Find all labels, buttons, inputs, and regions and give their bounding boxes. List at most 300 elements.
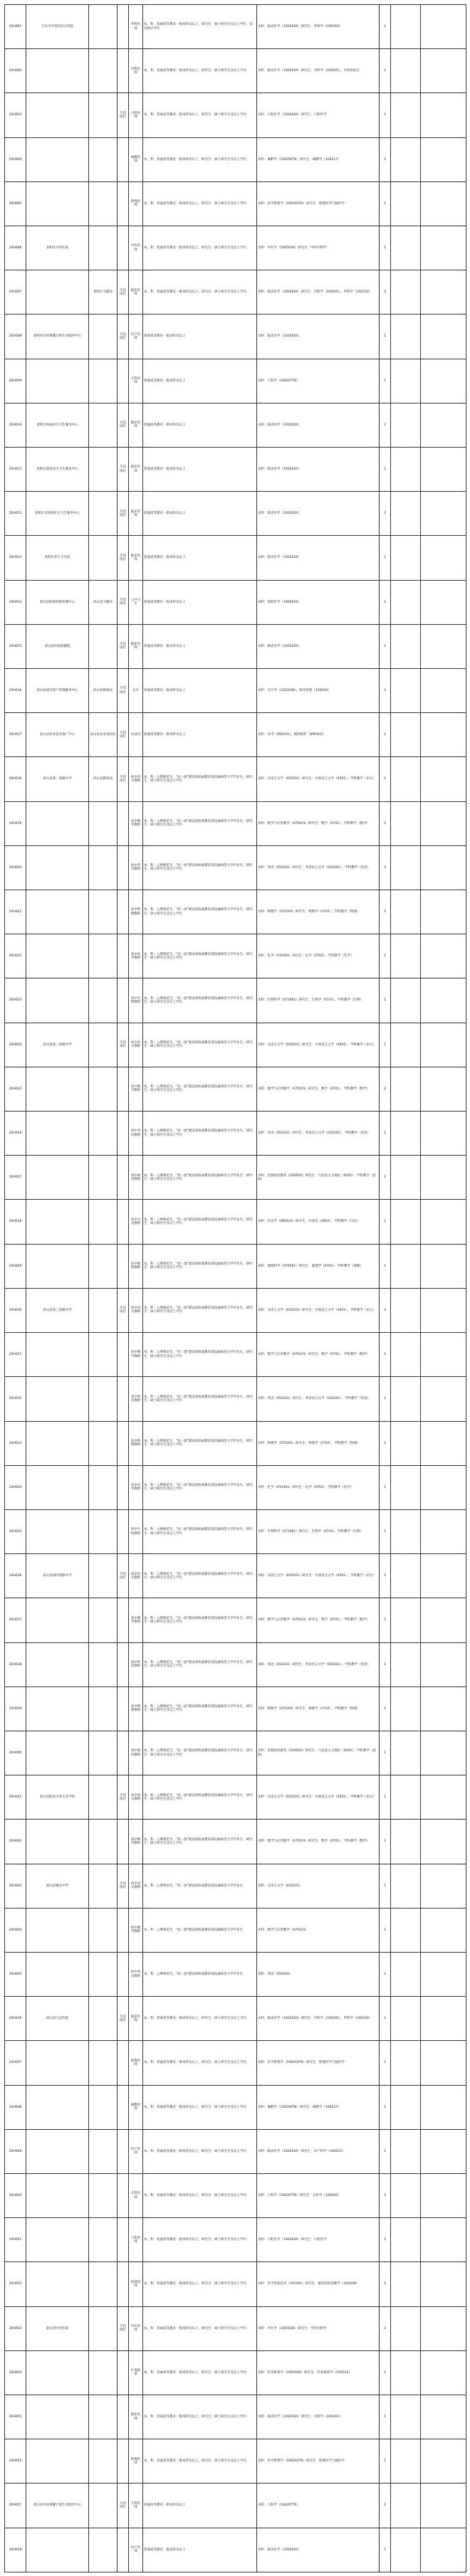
cell-edu: 本、科：普通高等教育一般本科及以上，研究生：硕士研究生及以上学历 xyxy=(143,2041,257,2085)
cell-unit xyxy=(26,1686,89,1731)
cell-dept xyxy=(89,1112,118,1156)
table-row xyxy=(5,359,466,403)
cell-type xyxy=(118,1731,129,1775)
cell-edu: 本、科：普通高等教育一般本科及以上，研究生：硕士研究生及以上学历 xyxy=(143,93,257,137)
cell-remark xyxy=(421,1820,466,1864)
cell-post: 儿科医师 xyxy=(129,2173,143,2217)
cell-post: 中医医师 xyxy=(129,2306,143,2350)
cell-unit xyxy=(26,801,89,845)
table-row xyxy=(5,1686,466,1731)
cell-type xyxy=(118,2395,129,2439)
cell-n: 1 xyxy=(380,934,391,978)
cell-dept xyxy=(89,801,118,845)
cell-code: 20H013 xyxy=(5,536,26,580)
cell-major: 本科：数学与应用数学（070101）研究生：数学（0701）、学科教学（数学） xyxy=(257,1067,380,1111)
cell-post: 高中英语教师 xyxy=(129,1642,143,1686)
table-row xyxy=(5,1642,466,1686)
cell-major: 本科：儿科学（100207TK）研究生：儿科学（100202） xyxy=(257,2173,380,2217)
cell-dept: 武山县财政局 xyxy=(89,669,118,713)
cell-unit: 武山县妇幼保健院 xyxy=(26,624,89,668)
cell-edu: 本、科：普通高等教育一般本科及以上，研究生：硕士研究生及以上学历 xyxy=(143,226,257,270)
cell-edu: 本、科：公费师范生、"双一流"建设高校或教育部直属师范大学毕业生；研究生：硕士研究生及以上学历 xyxy=(143,1377,257,1421)
cell-type xyxy=(118,890,129,934)
cell-n: 1 xyxy=(380,1642,391,1686)
cell-dept xyxy=(89,890,118,934)
cell-code: 20H009 xyxy=(5,359,26,403)
cell-code: 20H017 xyxy=(5,713,26,757)
cell-n: 1 xyxy=(380,2528,391,2572)
cell-type: 专技岗位 xyxy=(118,713,129,757)
cell-dept xyxy=(89,1509,118,1553)
cell-remark xyxy=(421,1864,466,1908)
cell-edu: 本、科：普通高等教育一般本科及以上，研究生：硕士研究生及以上学历 xyxy=(143,1997,257,2041)
cell-code: 20H029 xyxy=(5,1244,26,1288)
cell-major: 本科：英语（050201）研究生：英语语言文学（050201）、学科教学（英语） xyxy=(257,1112,380,1156)
cell-code: 20H033 xyxy=(5,1421,26,1465)
cell-type xyxy=(118,1820,129,1864)
cell-major: 本科：数学与应用数学（070101）研究生：数学（0701）、学科教学（数学） xyxy=(257,801,380,845)
table-row xyxy=(5,2218,466,2262)
cell-post: 高中语文教师 xyxy=(129,1775,143,1820)
cell-edu: 本、科：公费师范生、"双一流"建设高校或教育部直属师范大学毕业生；研究生：硕士研究生及以上学历 xyxy=(143,1775,257,1820)
cell-post: 高中语文教师 xyxy=(129,1554,143,1598)
cell-edu: 本、科：公费师范生、"双一流"建设高校或教育部直属师范大学毕业生 xyxy=(143,1952,257,1996)
cell-unit xyxy=(26,845,89,890)
cell-type xyxy=(118,2173,129,2217)
cell-dept xyxy=(89,2350,118,2395)
cell-major: 本科：针灸推拿学（100502K）研究生：针灸推拿学（100512） xyxy=(257,2350,380,2395)
cell-code: 20H054 xyxy=(5,2350,26,2395)
cell-unit xyxy=(26,1908,89,1952)
cell-type xyxy=(118,845,129,890)
cell-type: 专技岗位 xyxy=(118,757,129,801)
table-row xyxy=(5,890,466,934)
cell-n: 1 xyxy=(380,2350,391,2395)
cell-contact xyxy=(391,669,421,713)
cell-type: 专技岗位 xyxy=(118,1554,129,1598)
cell-contact xyxy=(391,1598,421,1642)
cell-dept xyxy=(89,2483,118,2528)
cell-edu: 本、科：普通高等教育一般本科及以上，研究生：硕士研究生及以上学历 xyxy=(143,2218,257,2262)
cell-major: 本科：英语（050201）研究生：英语语言文学（050201）、学科教学（英语） xyxy=(257,1642,380,1686)
table-row xyxy=(5,713,466,757)
cell-unit xyxy=(26,1156,89,1200)
cell-dept xyxy=(89,624,118,668)
cell-n: 1 xyxy=(380,1731,391,1775)
cell-code: 20H022 xyxy=(5,934,26,978)
cell-post: 高中政治教师 xyxy=(129,1156,143,1200)
cell-major: 本科：麻醉学（100202TK）研究生：麻醉学（100217） xyxy=(257,137,380,181)
cell-type xyxy=(118,2262,129,2306)
cell-unit xyxy=(26,1820,89,1864)
cell-major: 本科：医学检验技术（101001）研究生：临床检验诊断学（100208） xyxy=(257,2262,380,2306)
cell-contact xyxy=(391,1288,421,1332)
cell-edu: 本、科：公费师范生、"双一流"建设高校或教育部直属师范大学毕业生；研究生：硕士研究生及以上学历 xyxy=(143,1200,257,1244)
cell-type xyxy=(118,1200,129,1244)
cell-remark xyxy=(421,2439,466,2483)
cell-n: 2 xyxy=(380,845,391,890)
cell-contact xyxy=(391,1997,421,2041)
cell-remark xyxy=(421,2129,466,2173)
cell-unit xyxy=(26,978,89,1023)
cell-type xyxy=(118,1421,129,1465)
cell-major: 本科：历史学（060101）研究生：中国史（0602）、学科教学（历史） xyxy=(257,1200,380,1244)
cell-n: 2 xyxy=(380,1023,391,1067)
cell-post: 初中数学教师 xyxy=(129,1908,143,1952)
cell-n: 1 xyxy=(380,2262,391,2306)
cell-contact xyxy=(391,1200,421,1244)
cell-unit xyxy=(26,49,89,93)
cell-n: 1 xyxy=(380,226,391,270)
cell-contact xyxy=(391,1509,421,1553)
cell-type: 专技岗位 xyxy=(118,403,129,447)
cell-code: 20H027 xyxy=(5,1156,26,1200)
cell-code: 20H001 xyxy=(5,5,26,49)
cell-edu: 普通高等教育一般本科及以上 xyxy=(143,669,257,713)
cell-contact xyxy=(391,137,421,181)
cell-dept xyxy=(89,49,118,93)
cell-remark xyxy=(421,315,466,359)
table-row xyxy=(5,1067,466,1111)
cell-code: 20H037 xyxy=(5,1598,26,1642)
cell-contact xyxy=(391,492,421,536)
cell-remark xyxy=(421,1598,466,1642)
cell-post: 临床医师 xyxy=(129,270,143,315)
cell-type xyxy=(118,1067,129,1111)
cell-n: 1 xyxy=(380,1112,391,1156)
cell-edu: 本、科：普通高等教育一般本科及以上，研究生：硕士研究生及以上学历 xyxy=(143,2350,257,2395)
cell-remark xyxy=(421,890,466,934)
cell-post: 高中生物教师 xyxy=(129,978,143,1023)
cell-edu: 本、科：普通高等教育一般本科及以上，研究生：硕士研究生及以上学历 xyxy=(143,49,257,93)
cell-contact xyxy=(391,2173,421,2217)
cell-remark xyxy=(421,1775,466,1820)
cell-post: 高中物理教师 xyxy=(129,1421,143,1465)
cell-code: 20H006 xyxy=(5,226,26,270)
table-row xyxy=(5,1377,466,1421)
table-row xyxy=(5,1200,466,1244)
cell-contact xyxy=(391,801,421,845)
cell-n: 1 xyxy=(380,2483,391,2528)
cell-unit xyxy=(26,2085,89,2129)
cell-code: 20H053 xyxy=(5,2306,26,2350)
cell-major: 本科：生物科学（071001）研究生：生物学（0710）、学科教学（生物） xyxy=(257,978,380,1023)
cell-contact xyxy=(391,1421,421,1465)
cell-major: 本科：中医学（100501K）研究生：中医内科学 xyxy=(257,226,380,270)
cell-edu: 本、科：公费师范生、"双一流"建设高校或教育部直属师范大学毕业生；研究生：硕士研究生及以上学历 xyxy=(143,1333,257,1377)
cell-n: 1 xyxy=(380,137,391,181)
table-row xyxy=(5,2439,466,2483)
table-row xyxy=(5,1112,466,1156)
cell-major: 本科：数学与应用数学（070101）研究生：数学（0701）、学科教学（数学） xyxy=(257,1820,380,1864)
cell-type xyxy=(118,978,129,1023)
cell-edu: 本、科：公费师范生、"双一流"建设高校或教育部直属师范大学毕业生；研究生：硕士研究生及以上学历 xyxy=(143,1598,257,1642)
cell-edu: 本、科：公费师范生、"双一流"建设高校或教育部直属师范大学毕业生；研究生：硕士研究生及以上学历 xyxy=(143,1244,257,1288)
cell-major: 本科：医学影像学（100203TK）研究生：影像医学与核医学 xyxy=(257,181,380,226)
cell-remark xyxy=(421,270,466,315)
cell-post: 高中数学教师 xyxy=(129,1067,143,1111)
cell-post: 高中地理教师 xyxy=(129,1244,143,1288)
cell-dept xyxy=(89,536,118,580)
cell-n: 1 xyxy=(380,2173,391,2217)
cell-code: 20H019 xyxy=(5,801,26,845)
cell-code: 20H003 xyxy=(5,93,26,137)
cell-edu: 本、科：公费师范生、"双一流"建设高校或教育部直属师范大学毕业生；研究生：硕士研究生及以上学历 xyxy=(143,1112,257,1156)
cell-code: 20H021 xyxy=(5,890,26,934)
cell-code: 20H044 xyxy=(5,1908,26,1952)
cell-major: 本科：中医学（100501K）研究生：中医内科学 xyxy=(257,2306,380,2350)
cell-dept xyxy=(89,934,118,978)
table-row xyxy=(5,1509,466,1553)
cell-dept xyxy=(89,1731,118,1775)
cell-type xyxy=(118,2350,129,2395)
cell-n: 1 xyxy=(380,315,391,359)
cell-major: 本科：临床医学（100201K）研究生：内科学（100201）、中西医结合 xyxy=(257,49,380,93)
cell-unit xyxy=(26,1112,89,1156)
table-row xyxy=(5,1465,466,1509)
table-row xyxy=(5,580,466,624)
cell-edu: 本、科：公费师范生、"双一流"建设高校或教育部直属师范大学毕业生；研究生：硕士研究生及以上学历 xyxy=(143,1509,257,1553)
cell-code: 20H036 xyxy=(5,1554,26,1598)
cell-major: 本科：麻醉学（100202TK）研究生：麻醉学（100217） xyxy=(257,2085,380,2129)
cell-post: 儿科医师 xyxy=(129,2483,143,2528)
cell-unit xyxy=(26,270,89,315)
cell-edu: 本、科：公费师范生、"双一流"建设高校或教育部直属师范大学毕业生；研究生：硕士研究生及以上学历 xyxy=(143,890,257,934)
cell-unit: 武山县第四高级中学 xyxy=(26,1554,89,1598)
table-row xyxy=(5,492,466,536)
cell-unit: 麦积区桥南社区卫生服务中心 xyxy=(26,403,89,447)
cell-dept xyxy=(89,2528,118,2572)
table-row xyxy=(5,5,466,49)
cell-code: 20H025 xyxy=(5,1067,26,1111)
cell-post: 妇产医师 xyxy=(129,315,143,359)
cell-major: 本科：会计学（120203K）、财务管理（120204） xyxy=(257,669,380,713)
table-row xyxy=(5,978,466,1023)
cell-type xyxy=(118,1598,129,1642)
cell-type xyxy=(118,1908,129,1952)
table-row xyxy=(5,1908,466,1952)
cell-remark xyxy=(421,2173,466,2217)
cell-unit xyxy=(26,1333,89,1377)
cell-contact xyxy=(391,978,421,1023)
table-row xyxy=(5,2129,466,2173)
cell-n: 1 xyxy=(380,1686,391,1731)
cell-type: 专技岗位 xyxy=(118,624,129,668)
cell-remark xyxy=(421,978,466,1023)
table-body xyxy=(5,5,466,2572)
cell-edu: 普通高等教育一般本科及以上 xyxy=(143,2528,257,2572)
cell-contact xyxy=(391,1377,421,1421)
cell-code: 20H031 xyxy=(5,1333,26,1377)
cell-dept xyxy=(89,2262,118,2306)
cell-remark xyxy=(421,2041,466,2085)
cell-contact xyxy=(391,2350,421,2395)
cell-major: 本科：数学与应用数学（070101） xyxy=(257,1908,380,1952)
table-row xyxy=(5,2041,466,2085)
cell-edu: 本、科：普通高等教育一般本科及以上，研究生：硕士研究生及以上学历 xyxy=(143,270,257,315)
cell-dept: 武山县教育局 xyxy=(89,757,118,801)
cell-remark xyxy=(421,1554,466,1598)
table-row xyxy=(5,757,466,801)
cell-code: 20H002 xyxy=(5,49,26,93)
cell-edu: 普通高等教育一般本科及以上 xyxy=(143,2483,257,2528)
cell-type: 专技岗位 xyxy=(118,536,129,580)
cell-post: 妇产医师 xyxy=(129,2129,143,2173)
cell-n: 1 xyxy=(380,1377,391,1421)
table-row xyxy=(5,845,466,890)
cell-contact xyxy=(391,1775,421,1820)
cell-dept xyxy=(89,1023,118,1067)
cell-contact xyxy=(391,1908,421,1952)
cell-edu: 普通高等教育一般本科及以上 xyxy=(143,492,257,536)
cell-type: 专技岗位 xyxy=(118,270,129,315)
cell-dept xyxy=(89,1554,118,1598)
cell-edu: 普通高等教育一般本科及以上 xyxy=(143,536,257,580)
cell-type xyxy=(118,359,129,403)
cell-remark xyxy=(421,845,466,890)
table-row xyxy=(5,1997,466,2041)
cell-code: 20H015 xyxy=(5,624,26,668)
cell-unit xyxy=(26,2439,89,2483)
cell-dept xyxy=(89,448,118,492)
cell-post: 公共卫生 xyxy=(129,580,143,624)
cell-unit xyxy=(26,93,89,137)
cell-code: 20H045 xyxy=(5,1952,26,1996)
cell-remark xyxy=(421,1067,466,1111)
cell-remark xyxy=(421,137,466,181)
cell-unit xyxy=(26,1244,89,1288)
cell-dept xyxy=(89,1377,118,1421)
cell-major: 本科：临床医学（100201K）研究生：内科学（100201）、外科学（100210） xyxy=(257,1997,380,2041)
cell-post: 初中语文教师 xyxy=(129,1864,143,1908)
cell-post: 农技员 xyxy=(129,713,143,757)
cell-code: 20H052 xyxy=(5,2262,26,2306)
cell-remark xyxy=(421,1686,466,1731)
cell-major: 本科：临床医学（100201K） xyxy=(257,492,380,536)
cell-major: 本科：临床医学（100201K） xyxy=(257,315,380,359)
cell-remark xyxy=(421,801,466,845)
cell-major: 本科：预防医学（100401K） xyxy=(257,580,380,624)
cell-unit xyxy=(26,1377,89,1421)
cell-contact xyxy=(391,1554,421,1598)
cell-n: 1 xyxy=(380,978,391,1023)
cell-n: 1 xyxy=(380,536,391,580)
cell-post: 高中英语教师 xyxy=(129,1112,143,1156)
cell-code: 20H046 xyxy=(5,1997,26,2041)
table-row xyxy=(5,1333,466,1377)
cell-post: 会计 xyxy=(129,669,143,713)
cell-n: 1 xyxy=(380,403,391,447)
cell-unit: 麦积区妇幼保健计划生育服务中心 xyxy=(26,315,89,359)
cell-dept: 武山县卫健局 xyxy=(89,580,118,624)
cell-unit xyxy=(26,1952,89,1996)
cell-major: 本科：英语（050201）研究生：英语语言文学（050201）、学科教学（英语） xyxy=(257,845,380,890)
cell-unit: 天水市中西医结合医院 xyxy=(26,5,89,49)
table-row xyxy=(5,448,466,492)
cell-major: 本科：临床医学（100201K）研究生：外科学（100210） xyxy=(257,5,380,49)
cell-unit: 武山县中医医院 xyxy=(26,2306,89,2350)
cell-post: 高中政治教师 xyxy=(129,1731,143,1775)
cell-remark xyxy=(421,536,466,580)
cell-dept xyxy=(89,5,118,49)
cell-n: 1 xyxy=(380,2439,391,2483)
cell-dept xyxy=(89,1156,118,1200)
cell-code: 20H043 xyxy=(5,1864,26,1908)
cell-type xyxy=(118,5,129,49)
cell-dept xyxy=(89,492,118,536)
cell-n: 1 xyxy=(380,1200,391,1244)
cell-unit xyxy=(26,2173,89,2217)
cell-code: 20H023 xyxy=(5,978,26,1023)
cell-edu: 普通高等教育一般本科及以上 xyxy=(143,580,257,624)
table-row xyxy=(5,536,466,580)
cell-post: 高中化学教师 xyxy=(129,1465,143,1509)
table-row xyxy=(5,1731,466,1775)
cell-n: 1 xyxy=(380,1509,391,1553)
cell-major: 本科：英语（050201）研究生：英语语言文学（050201）、学科教学（英语） xyxy=(257,1377,380,1421)
table-row xyxy=(5,1952,466,1996)
cell-post: 高中英语教师 xyxy=(129,845,143,890)
cell-n: 2 xyxy=(380,1997,391,2041)
cell-contact xyxy=(391,315,421,359)
cell-post: 高中化学教师 xyxy=(129,934,143,978)
cell-n: 1 xyxy=(380,1288,391,1332)
cell-contact xyxy=(391,2218,421,2262)
cell-major: 本科：临床医学（100201K）研究生：内科学（100201）、外科学（100210） xyxy=(257,270,380,315)
cell-remark xyxy=(421,1908,466,1952)
cell-remark xyxy=(421,181,466,226)
cell-post: 麻醉医师 xyxy=(129,137,143,181)
cell-n: 1 xyxy=(380,1952,391,1996)
cell-edu: 本、科：公费师范生、"双一流"建设高校或教育部直属师范大学毕业生；研究生：硕士研究生及以上学历 xyxy=(143,845,257,890)
cell-dept xyxy=(89,403,118,447)
cell-edu: 本、科：普通高等教育一般本科及以上，研究生：硕士研究生及以上学历 xyxy=(143,2173,257,2217)
cell-dept xyxy=(89,2173,118,2217)
table-row xyxy=(5,226,466,270)
cell-dept xyxy=(89,2041,118,2085)
cell-unit xyxy=(26,1598,89,1642)
cell-contact xyxy=(391,890,421,934)
cell-remark xyxy=(421,1023,466,1067)
cell-edu: 本、科：公费师范生、"双一流"建设高校或教育部直属师范大学毕业生；研究生：硕士研究生及以上学历 xyxy=(143,978,257,1023)
cell-code: 20H020 xyxy=(5,845,26,890)
table-row xyxy=(5,801,466,845)
cell-remark xyxy=(421,2483,466,2528)
table-row xyxy=(5,2395,466,2439)
cell-n: 1 xyxy=(380,492,391,536)
cell-n: 2 xyxy=(380,2306,391,2350)
cell-edu: 本、科：普通高等教育一般本科及以上，研究生：硕士研究生及以上学历，具有相应学位 xyxy=(143,5,257,49)
cell-code: 20H010 xyxy=(5,403,26,447)
cell-type xyxy=(118,934,129,978)
table-row xyxy=(5,181,466,226)
cell-remark xyxy=(421,1997,466,2041)
table-row xyxy=(5,1554,466,1598)
cell-major: 本科：汉语言文学（050101）研究生：中国语言文学（0501）、学科教学（语文） xyxy=(257,1554,380,1598)
cell-n: 2 xyxy=(380,1067,391,1111)
cell-unit xyxy=(26,2218,89,2262)
cell-code: 20H056 xyxy=(5,2439,26,2483)
cell-code: 20H039 xyxy=(5,1686,26,1731)
cell-code: 20H058 xyxy=(5,2528,26,2572)
table-row xyxy=(5,2306,466,2350)
cell-code: 20H047 xyxy=(5,2041,26,2085)
table-row xyxy=(5,2483,466,2528)
cell-contact xyxy=(391,2395,421,2439)
cell-post: 影像医师 xyxy=(129,2439,143,2483)
cell-edu: 本、科：普通高等教育一般本科及以上，研究生：硕士研究生及以上学历 xyxy=(143,2129,257,2173)
cell-major: 本科：临床医学（100201K） xyxy=(257,536,380,580)
